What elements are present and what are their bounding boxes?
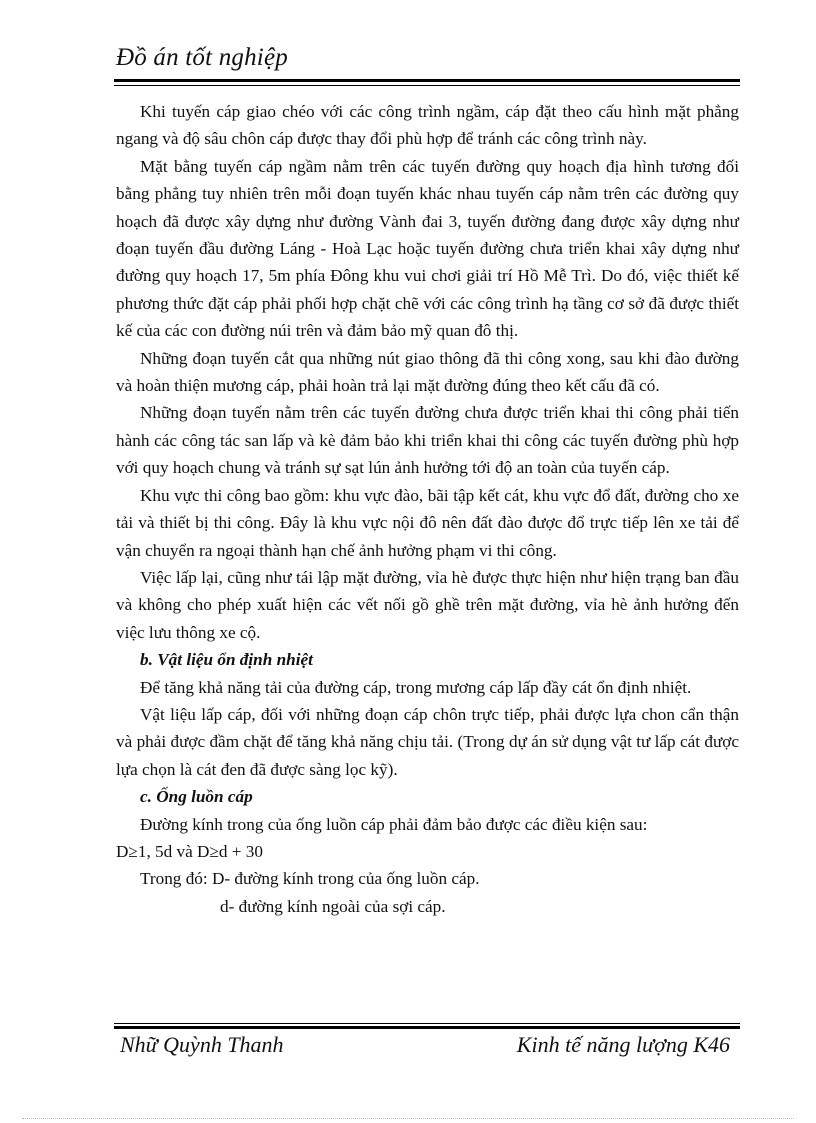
paragraph: Để tăng khả năng tải của đường cáp, trong mương cáp lấp đầy cát ổn định nhiệt. xyxy=(140,677,692,697)
definition-line: d- đường kính ngoài của sợi cáp. xyxy=(220,896,446,916)
paragraph: Vật liệu lấp cáp, đối với những đoạn cáp chôn trực tiếp, phải được lựa chon cẩn thận và phải được đầm chặt để tăng khả năng chịu tải. (Trong dự án sử dụng vật tư lấp cát được lựa chọn là cát đen đã được sàng lọc kỹ). xyxy=(116,704,739,779)
paragraph: Khu vực thi công bao gồm: khu vực đào, bãi tập kết cát, khu vực đổ đất, đường cho xe tải và thiết bị thi công. Đây là khu vực nội đô nên đất đào được đổ trực tiếp lên xe tải để vận chuyển ra ngoại thành hạn chế ảnh hưởng phạm vi thi công. xyxy=(116,485,739,560)
paragraph: Mặt bằng tuyến cáp ngầm nằm trên các tuyến đường quy hoạch địa hình tương đối bằng phẳng tuy nhiên trên mỗi đoạn tuyến khác nhau tuyến cáp nằm trên các đường quy hoạch đã được xây dựng như đường Vành đai 3, tuyến đường đang được xây dựng như đoạn tuyến đầu đường Láng - Hoà Lạc hoặc tuyến đường chưa triển khai xây dựng như đường quy hoạch 17, 5m phía Đông khu vui chơi giải trí Hồ Mễ Trì. Do đó, việc thiết kế phương thức đặt cáp phải phối hợp chặt chẽ với các công trình hạ tầng cơ sở đã được thiết kế của các con đường núi trên và đảm bảo mỹ quan đô thị. xyxy=(116,156,739,341)
paragraph: Những đoạn tuyến nằm trên các tuyến đường chưa được triển khai thi công phải tiến hành các công tác san lấp và kè đảm bảo khi triển khai thi công các tuyến đường phù hợp với quy hoạch chung và tránh sự sạt lún ảnh hưởng tới độ an toàn của tuyến cáp. xyxy=(116,403,739,478)
footer-rule-thick xyxy=(114,1026,740,1029)
footer-author: Nhữ Quỳnh Thanh xyxy=(120,1032,284,1057)
paragraph: Việc lấp lại, cũng như tái lập mặt đường, vỉa hè được thực hiện như hiện trạng ban đầu và không cho phép xuất hiện các vết nối gồ ghề trên mặt đường, vỉa hè ảnh hưởng đến việc lưu thông xe cộ. xyxy=(116,567,739,642)
footer-rule-thin xyxy=(114,1023,740,1024)
document-body xyxy=(116,98,739,920)
section-b-heading: b. Vật liệu ổn định nhiệt xyxy=(140,650,313,670)
paragraph: Khi tuyến cáp giao chéo với các công trình ngầm, cáp đặt theo cấu hình mặt phẳng ngang và độ sâu chôn cáp được thay đổi phù hợp để tránh các công trình này. xyxy=(116,102,739,149)
definition-line: Trong đó: D- đường kính trong của ống luồn cáp. xyxy=(140,869,480,889)
footer-program: Kinh tế năng lượng K46 xyxy=(516,1032,730,1057)
header-title: Đồ án tốt nghiệp xyxy=(116,44,288,71)
header-rule-thin xyxy=(114,85,740,86)
paragraph: Đường kính trong của ống luồn cáp phải đảm bảo được các điều kiện sau: xyxy=(140,814,648,834)
formula: D≥1, 5d và D≥d + 30 xyxy=(116,841,263,861)
section-c-heading: c. Ống luồn cáp xyxy=(140,787,253,807)
page-bottom-border xyxy=(22,1118,794,1119)
header-rule-thick xyxy=(114,79,740,82)
paragraph: Những đoạn tuyến cắt qua những nút giao thông đã thi công xong, sau khi đào đường và hoàn thiện mương cáp, phải hoàn trả lại mặt đường đúng theo kết cấu đã có. xyxy=(116,348,739,396)
